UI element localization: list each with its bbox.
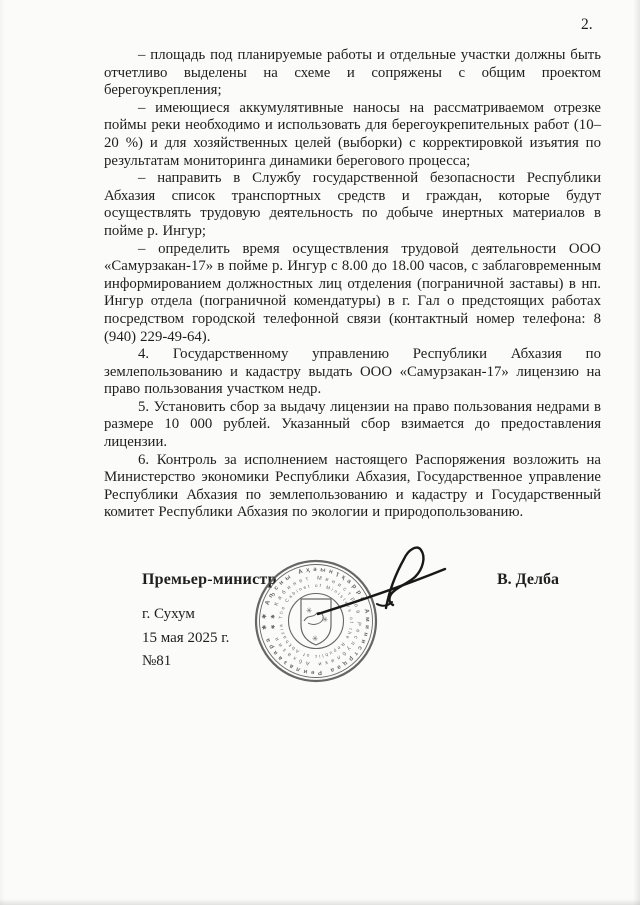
stamp-outer-ring-text: ✱ Аҧсны Аҳәынҭқарра Аминистрцәа Реилазаара ✱ (260, 565, 372, 676)
signer-position-title: Премьер-министр (142, 571, 277, 588)
star-icon: ✳ (305, 606, 313, 615)
document-place: г. Сухум (142, 606, 195, 622)
document-body (104, 47, 601, 522)
signer-name: В. Делба (497, 571, 559, 588)
star-icon: ✳ (311, 634, 319, 643)
body-paragraph: – направить в Службу государственной безопасности Республики Абхазия список транспортных средств и граждан, которые будут осуществлять трудовую деятельность по добыче инертных материалов в пойме р. Ингур; (104, 170, 601, 239)
handwritten-signature-icon (298, 532, 458, 628)
stamp-middle-ring-text: ✱ Кабинет Министров Республики Абхазия ✱ (270, 575, 362, 667)
body-paragraph: – имеющиеся аккумулятивные наносы на рассматриваемом отрезке поймы реки необходимо и использовать для берегоукрепительных работ (10–20 %) и для хозяйственных целей (выборки) с корректировкой изъятия по результатам мониторинга динамики берегового процесса; (104, 99, 601, 169)
body-paragraph: – площадь под планируемые работы и отдельные участки должны быть отчетливо выделены на схеме и сопряжены с общим проектом берегоукрепления; (104, 47, 601, 99)
document-date: 15 мая 2025 г. (142, 630, 230, 646)
page-number: 2. (581, 16, 593, 33)
stamp-inner-ring-text: The Cabinet of Ministers of the Republic of Abkhazia (278, 582, 354, 660)
body-paragraph: 6. Контроль за исполнением настоящего Распоряжения возложить на Министерство экономики Республики Абхазия, Государственное управление Республики Абхазия по землепользованию и кадастру и Государственный комитет Республики Абхазия по экологии и природопользованию. (104, 451, 601, 521)
star-icon: ✳ (321, 615, 329, 624)
document-number: №81 (142, 653, 172, 669)
body-paragraph: – определить время осуществления трудовой деятельности ООО «Самурзакан-17» в пойме р. Ингур с 8.00 до 18.00 часов, с заблаговременным информированием должностных лиц отделения (пограничной заставы) в нп. Ингур отдела (пограничной комендатуры) в г. Гал о предстоящих работах посредством городской телефонной связи (контактный номер телефона: 8 (940) 229-49-64). (104, 240, 601, 345)
body-paragraph: 4. Государственному управлению Республики Абхазия по землепользованию и кадастру выдать ООО «Самурзакан-17» лицензию на право пользования участком недр. (104, 346, 601, 398)
body-paragraph: 5. Установить сбор за выдачу лицензии на право пользования недрами в размере 10 000 рублей. Указанный сбор взимается до предоставления лицензии. (104, 398, 601, 451)
